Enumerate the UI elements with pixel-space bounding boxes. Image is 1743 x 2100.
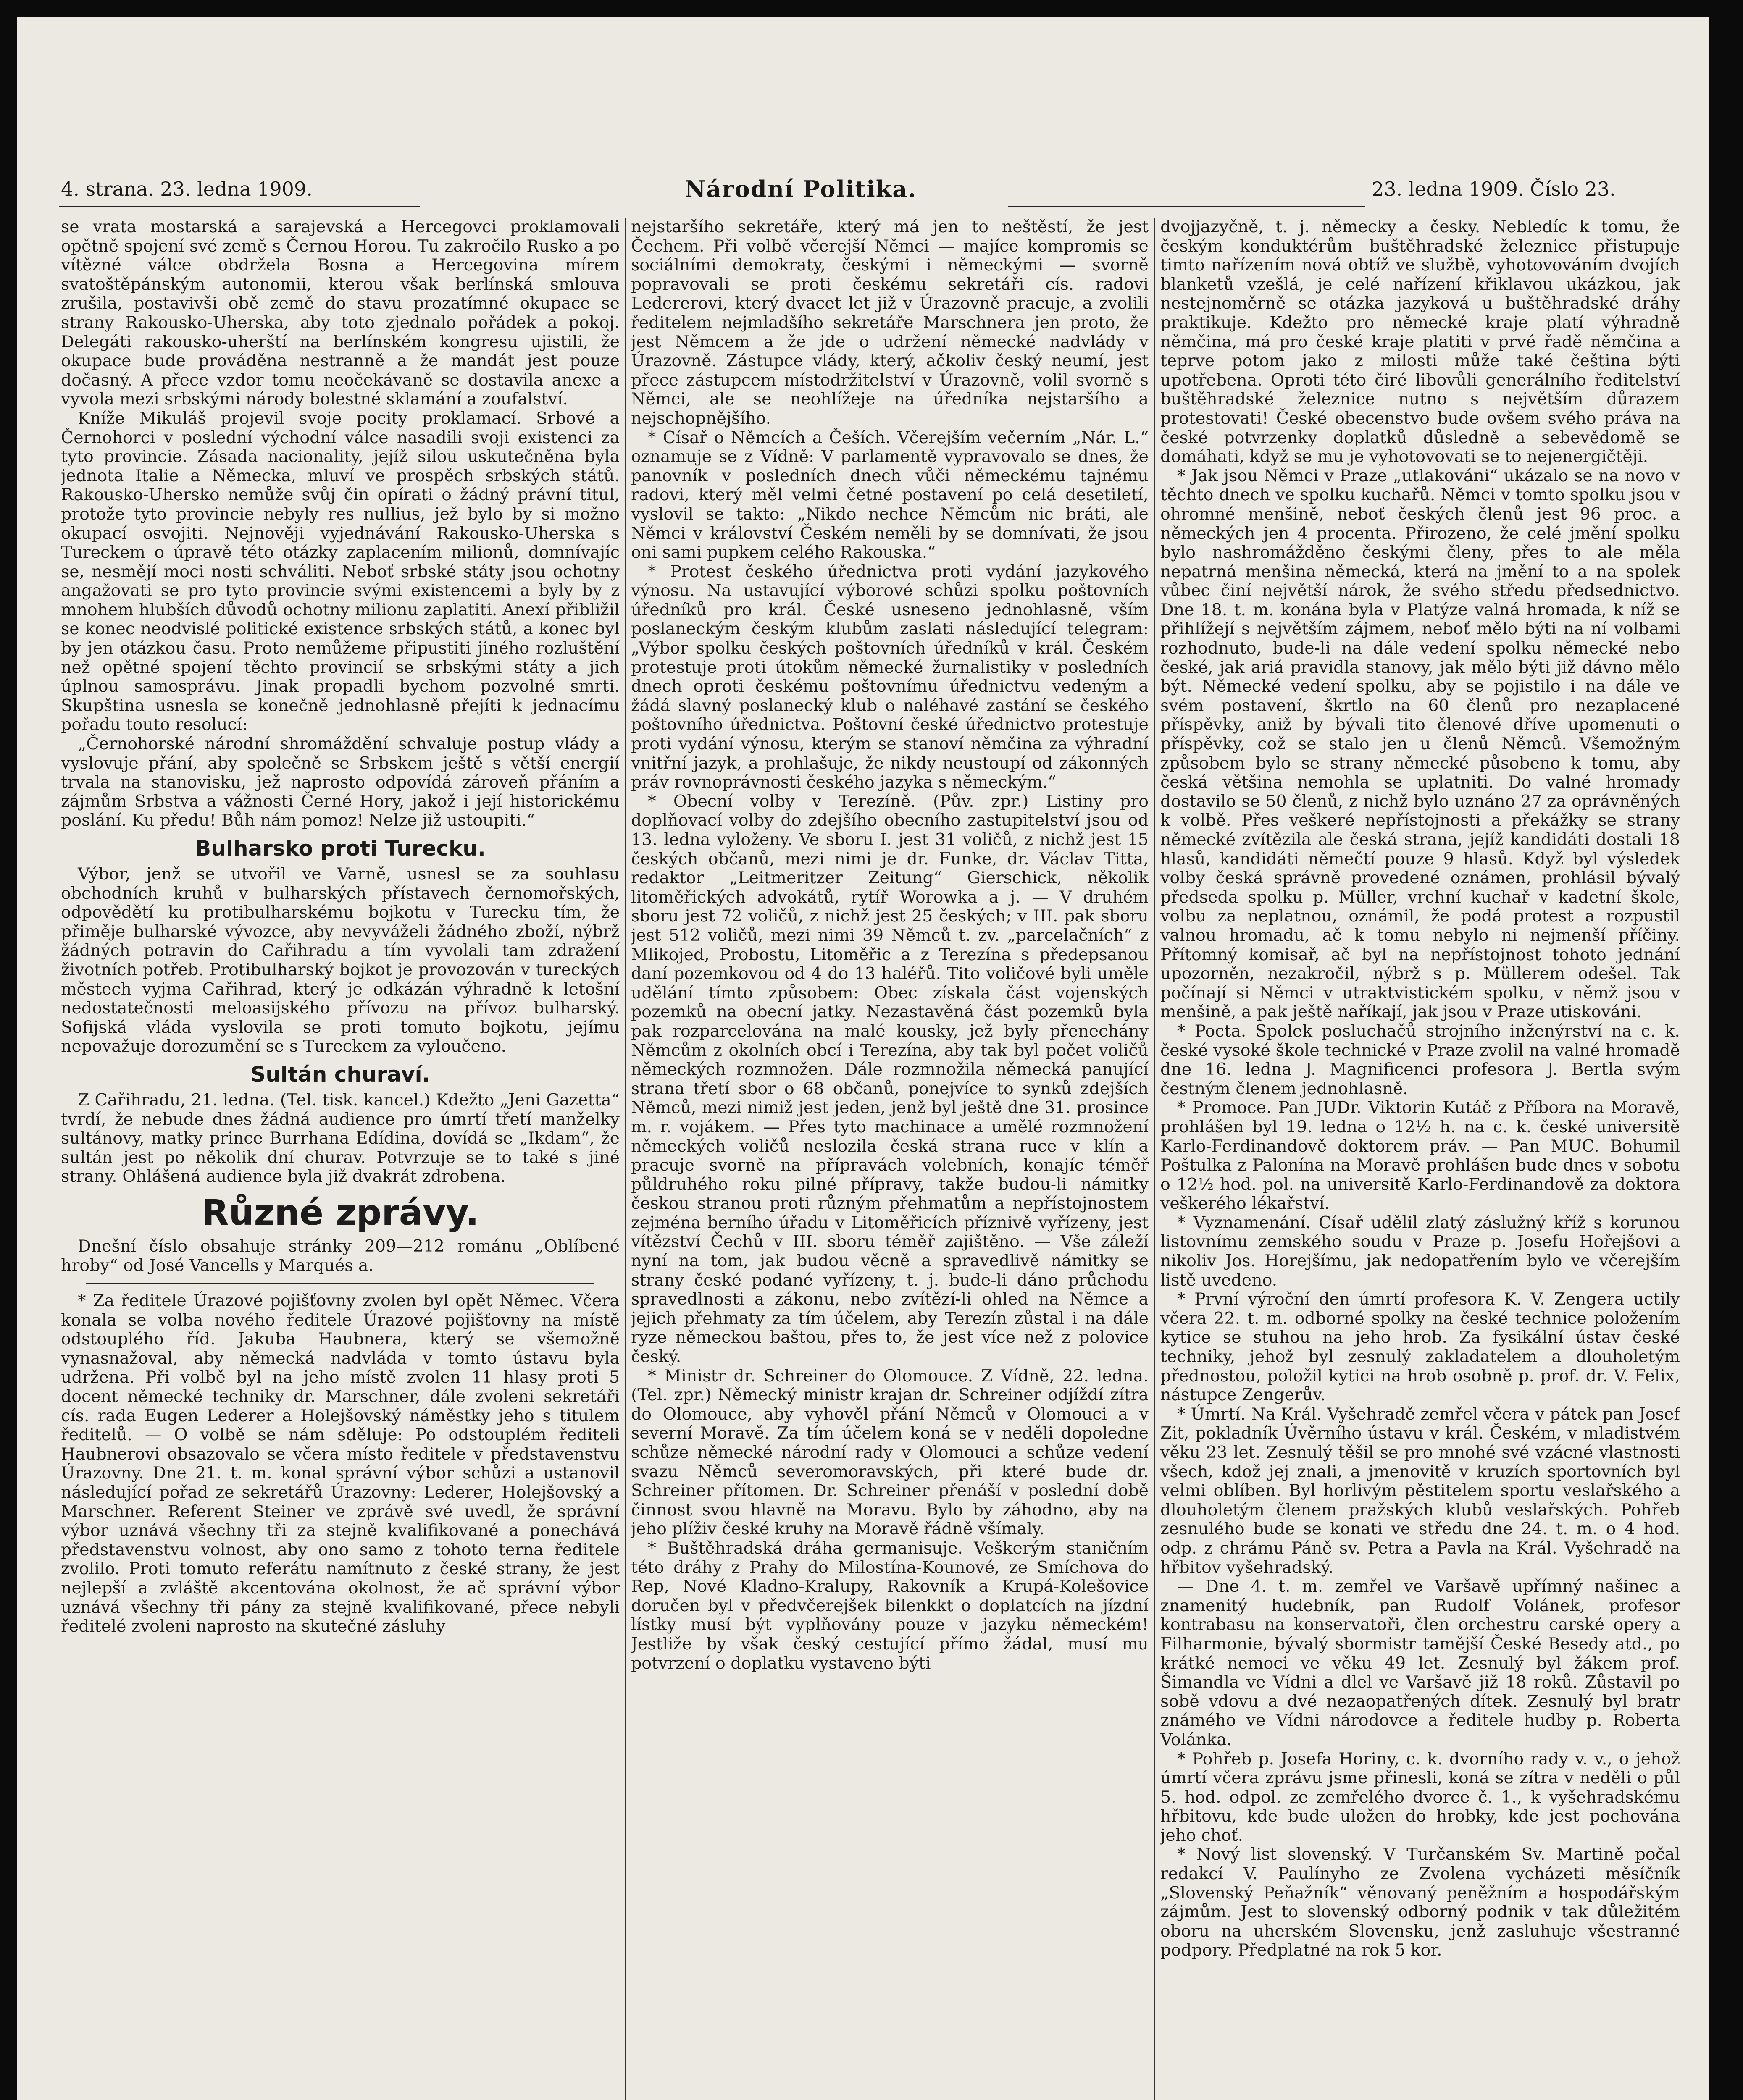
- paragraph: Dnešní číslo obsahuje stránky 209—212 románu „Oblíbené hroby“ od José Vancells y Marqués a.: [61, 1236, 620, 1275]
- paragraph: * První výroční den úmrtí profesora K. V. Zengera uctily včera 22. t. m. odborné spolky na české technice položením kytice se stuhou na jeho hrob. Za fysikální ústav české techniky, jehož byl zesnulý zakladatelem a dlouholetým přednostou, položil kytici na hrob osobně p. prof. dr. V. Felix, nástupce Zengerův.: [1160, 1289, 1680, 1405]
- paragraph: * Císař o Němcích a Češích. Včerejším večerním „Nár. L.“ oznamuje se z Vídně: V parlamentě vypravovalo se dnes, že panovník v posledních dnech vůči německému tajnému radovi, který měl velmi četné postavení po celá desetiletí, vyslovil se takto: „Nikdo nechce Němcům nic bráti, ale Němci v království Českém neměli by se domnívati, že jsou oni sami pupkem celého Rakouska.“: [631, 428, 1149, 562]
- column-1: [61, 218, 620, 2100]
- paragraph: * Protest českého úřednictva proti vydání jazykového výnosu. Na ustavující výborové schůzi spolku poštovních úředníků pro král. České usneseno jednohlasně, vším poslaneckým českým klubům zaslati následující telegram: „Výbor spolku českých poštovních úředníků v král. Českém protestuje proti útokům německé žurnalistiky v posledních dnech oproti českému poštovnímu úřednictvu vedeným a žádá slavný poslanecký klub o naléhavé zastání se českého poštovního úřednictva. Poštovní české úřednictvo protestuje proti vydání výnosu, kterým se stanoví němčina za výhradní vnitřní jazyk, a prohlašuje, že nikdy neustoupí od zákonných práv rovnoprávnosti českého jazyka s německým.“: [631, 562, 1149, 792]
- paragraph: * Vyznamenání. Císař udělil zlatý záslužný kříž s korunou listovnímu zemského soudu v Praze p. Josefu Hořejšovi a nikoliv Jos. Horejšímu, jak nedopatřením bylo ve včerejším listě uvedeno.: [1160, 1213, 1680, 1290]
- paragraph: nejstaršího sekretáře, který má jen to neštěstí, že jest Čechem. Při volbě včerejší Němci — majíce kompromis se sociálními demokraty, českými i německými — svorně popravovali se proti českému sekretáři cís. radovi Ledererovi, který dvacet let již v Úrazovně pracuje, a zvolili ředitelem nejmladšího sekretáře Marschnera jen proto, že jest Němcem a že jde o udržení německé nadvlády v Úrazovně. Zástupce vlády, který, ačkoliv český neumí, jest přece zástupcem místodržitelství v Úrazovně, volil svorně s Němci, ale se neohlížeje na úředníka nejstaršího a nejschopnějšího.: [631, 218, 1149, 428]
- issue-date-number: 23. ledna 1909. Číslo 23.: [1372, 178, 1616, 200]
- paragraph: * Úmrtí. Na Král. Vyšehradě zemřel včera v pátek pan Josef Zit, pokladník Úvěrního ústavu v král. Českém, v mladistvém věku 23 let. Zesnulý těšil se pro mnohé své vzácné vlastnosti všech, kdož jej znali, a jmenovitě v kruzích sportovních byl velmi oblíben. Byl horlivým pěstitelem sportu veslařského a dlouholetým členem pražských klubů veslařských. Pohřeb zesnulého bude se konati ve středu dne 24. t. m. o 4 hod. odp. z chrámu Páně sv. Petra a Pavla na Král. Vyšehradě na hřbitov vyšehradský.: [1160, 1404, 1680, 1577]
- separator: [86, 1283, 594, 1284]
- paragraph: * Za ředitele Úrazové pojišťovny zvolen byl opět Němec. Včera konala se volba nového ředitele Úrazové pojišťovny na místě odstouplého říd. Jakuba Haubnera, který se všemožně vynasnažoval, aby německá nadvláda v tomto ústavu byla udržena. Při volbě byl na jeho místě zvolen 11 hlasy proti 5 docent německé techniky dr. Marschner, dále zvoleni sekretáři cís. rada Eugen Lederer a Holejšovský náměstky jeho s titulem ředitelů. — O volbě se nám sděluje: Po odstouplém řediteli Haubnerovi obsazovalo se včera místo ředitele v představenstvu Úrazovny. Dne 21. t. m. konal správní výbor schůzi a ustanovil následující pořad ze sekretářů Úrazovny: Lederer, Holejšovský a Marschner. Referent Steiner ve zprávě své uvedl, že správní výbor uznává všechny tři za stejně kvalifikované a ponechává představenstvu volnost, aby ono samo z tohoto terna ředitele zvolilo. Proti tomuto referátu namítnuto z české strany, že jest nejlepší a zvláště akcentována okolnost, že ač správní výbor uznává všechny tři pány za stejně kvalifikované, přece nebyli ředitelé zvoleni naprosto na skutečné zásluhy: [61, 1291, 620, 1636]
- paragraph: — Dne 4. t. m. zemřel ve Varšavě upřímný našinec a znamenitý hudebník, pan Rudolf Volánek, profesor kontrabasu na konservatoři, člen orchestru carské opery a Filharmonie, bývalý sbormistr tamější České Besedy atd., po krátké nemoci ve věku 49 let. Zesnulý byl žákem prof. Šimandla ve Vídni a dlel ve Varšavě již 18 roků. Zůstavil po sobě vdovu a dvé nezaopatřených dítek. Zesnulý byl bratr známého ve Vídni národovce a ředitele hudby p. Roberta Volánka.: [1160, 1577, 1680, 1749]
- paragraph: * Nový list slovenský. V Turčanském Sv. Martině počal redakcí V. Paulínyho ze Zvolena vycházeti měsíčník „Slovenský Peňažník“ věnovaný peněžním a hospodářským zájmům. Jest to slovenský odborný podnik v tak důležitém oboru na uherském Slovensku, jenž zasluhuje všestranné podpory. Předplatné na rok 5 kor.: [1160, 1845, 1680, 1960]
- paragraph: „Černohorské národní shromáždění schvaluje postup vlády a vyslovuje přání, aby společně se Srbskem ještě s větší energií trvala na stanovisku, jež naprosto odpovídá zároveň přáním a zájmům Srbstva a vážnosti Černé Hory, jakož i její historickému poslání. Ku předu! Bůh nám pomoz! Nelze již ustoupiti.“: [61, 734, 620, 830]
- scan-border: [1709, 17, 1726, 2100]
- column-divider-2: [1154, 218, 1155, 2100]
- header-rule-left: [59, 206, 420, 207]
- paragraph: * Jak jsou Němci v Praze „utlakováni“ ukázalo se na novo v těchto dnech ve spolku kuchařů. Němci v tomto spolku jsou v ohromné menšině, neboť českých členů jest 96 proc. a německých jen 4 procenta. Přirozeno, že celé jmění spolku bylo nashromážděno českými členy, přes to ale měla nepatrná menšina německá, která na jmění to a na spolek vůbec činí největší nárok, že svého středu předsednictvo. Dne 18. t. m. konána byla v Platýze valná hromada, k níž se přihlížejí s největším zájmem, neboť mělo býti na ní volbami rozhodnuto, bude-li na dále vedení spolku německé nebo české, jak ariá pravidla stanovy, jak mělo býti již dávno mělo být. Německé vedení spolku, aby se pojistilo i na dále ve svém postavení, škrtlo na 60 členů pro nezaplacené příspěvky, aniž by bývali tito členové dříve upomenuti o příspěvky, což se stalo jen u členů Němců. Všemožným způsobem bylo se strany německé působeno k tomu, aby česká většina nemohla se uplatniti. Do valné hromady dostavilo se 50 členů, z nichž bylo uznáno 27 za oprávněných k volbě. Přes veškeré nepřístojnosti a překážky se strany německé zvítězila ale česká strana, jejíž kandidáti dostali 18 hlasů, kandidáti němečtí pouze 9 hlasů. Když byl výsledek volby česká správně provedené oznámen, prohlásil bývalý předseda spolku p. Müller, vrchní kuchař v kadetní škole, volbu za neplatnou, oznámil, že podá protest a rozpustil valnou hromadu, ač k tomu nebylo ni nejmenší příčiny. Přítomný komisař, ač byl na nepřístojnost tohoto jednání upozorněn, nezakročil, nýbrž s p. Müllerem odešel. Tak počínají si Němci v utraktvistickém spolku, v němž jsou v menšině, a pak ještě naříkají, jak jsou v Praze utiskováni.: [1160, 466, 1680, 1022]
- header-rule-right: [1008, 206, 1365, 207]
- column-divider-1: [625, 218, 626, 2100]
- paragraph: Výbor, jenž se utvořil ve Varně, usnesl se za souhlasu obchodních kruhů v bulharských přístavech černomořských, odpovědětí ku protibulharskému bojkotu v Turecku tím, že přiměje bulharské vývozce, aby nevyváželi žádného zboží, nýbrž žádných potravin do Cařihradu a tím vyvolali tam zdražení životních potřeb. Protibulharský bojkot je provozován v tureckých městech vyjma Cařihrad, který je odkázán výhradně k letošní nedostatečnosti meloasijského přívozu na přívoz bulharský. Sofijská vláda vyslovila se proti tomuto bojkotu, jejímu nepovažuje dorozumění se s Tureckem za vyloučeno.: [61, 864, 620, 1056]
- newspaper-page: [17, 17, 1726, 2100]
- paragraph: * Buštěhradská dráha germanisuje. Veškerým staničním této dráhy z Prahy do Milostína-Kounové, ze Smíchova do Rep, Nové Kladno-Kralupy, Rakovník a Krupá-Kolešovice doručen byl v předvčerejšek bilenkkt o doplatcích na jízdní lístky musí být vyplňovány pouze v jazyku německém! Jestliže by však český cestující přímo žádal, musí mu potvrzení o doplatku vystaveno býti: [631, 1538, 1149, 1673]
- masthead-title: Národní Politika.: [685, 176, 917, 202]
- paragraph: * Promoce. Pan JUDr. Viktorin Kutáč z Příbora na Moravě, prohlášen byl 19. ledna o 12½ h. na c. k. české universitě Karlo-Ferdinandově doktorem práv. — Pan MUC. Bohumil Poštulka z Palonína na Moravě prohlášen bude dnes v sobotu o 12½ hod. pol. na universitě Karlo-Ferdinandově za doktora veškerého lékařství.: [1160, 1098, 1680, 1213]
- section-heading: Sultán churaví.: [250, 1062, 430, 1087]
- paragraph: * Pocta. Spolek posluchačů strojního inženýrství na c. k. české vysoké škole technické v Praze zvolil na valné hromadě dne 16. ledna J. Magnificenci profesora J. Bertla svým čestným členem jednohlasně.: [1160, 1021, 1680, 1098]
- paragraph: * Pohřeb p. Josefa Horiny, c. k. dvorního rady v. v., o jehož úmrtí včera zprávu jsme přinesli, koná se zítra v neděli o půl 5. hod. odpol. ze zemřelého dvorce č. 1., k vyšehradskému hřbitovu, kde bude uložen do hrobky, kde jest pochována jeho choť.: [1160, 1749, 1680, 1845]
- page-header: [17, 176, 1726, 214]
- rubric-heading: Různé zprávy.: [201, 1192, 479, 1233]
- column-2: [631, 218, 1149, 2100]
- paragraph: * Obecní volby v Terezíně. (Pův. zpr.) Listiny pro doplňovací volby do zdejšího obecního zastupitelství jsou od 13. ledna vyloženy. Ve sboru I. jest 31 voličů, z nichž jest 15 českých občanů, mezi nimi je dr. Funke, dr. Václav Titta, redaktor „Leitmeritzer Zeitung“ Gierschick, několik litoměřických advokátů, rytíř Worowka a j. — V druhém sboru jest 72 voličů, z nichž jest 25 českých; v III. pak sboru jest 512 voličů, mezi nimi 39 Němců t. zv. „parcelačních“ z Mlikojed, Probostu, Litoměřic a z Terezína s předepsanou daní pozemkovou od 4 do 13 haléřů. Tito voličové byli uměle udělání tímto způsobem: Obec získala část vojenských pozemků na obecní jatky. Nezastavěná část pozemků byla pak rozparcelována na malé kousky, jež byly přenechány Němcům z okolních obcí i Terezína, aby tak byl počet voličů německých rozmnožen. Dále rozmnožila německá panující strana třetí sbor o 68 občanů, ponejvíce to synků zdejších Němců, mezi nimiž jest jeden, jenž byl ještě dne 31. prosince m. r. vojákem. — Přes tyto machinace a umělé rozmnožení německých voličů neslozila česká strana ruce v klín a pracuje svorně na přípravách volebních, konajíc téměř půldruhého roku pilné přípravy, takže budou-li námitky českou stranou proti různým přehmatům a nepřístojnostem zejména berního úřadu v Litoměřicích příznivě vyřízeny, jest vítězství Čechů v III. sboru téměř zajištěno. — Vše záleží nyní na tom, jak budou věcně a spravedlivě námitky se strany české podané vyřízeny, t. j. bude-li dáno průchodu spravedlnosti a zákonu, nebo zvítězí-li ohled na Němce a jejich přehmaty za tím účelem, aby Terezín zůstal i na dále ryze německou baštou, přes to, že jest více než z polovice český.: [631, 791, 1149, 1367]
- paragraph: se vrata mostarská a sarajevská a Hercegovci proklamovali opětně spojení své země s Černou Horou. Tu zakročilo Rusko a po vítězné válce obdržela Bosna a Hercegovina mírem svatoštěpánským autonomii, kterou však berlínská smlouva zrušila, postavivši obě země do stavu prozatímné okupace se strany Rakousko-Uherska, aby toto zjednalo pořádek a pokoj. Delegáti rakousko-uherští na berlínském kongresu ujistili, že okupace bude prováděna nestranně a že mandát jest pouze dočasný. A přece vzdor tomu neočekávaně se dostavila anexe a vyvola mezi srbskými národy bolestné sklamání a zoufalství.: [61, 218, 620, 409]
- paragraph: Z Cařihradu, 21. ledna. (Tel. tisk. kancel.) Kdežto „Jeni Gazetta“ tvrdí, že nebude dnes žádná audience pro úmrtí třetí manželky sultánovy, matky prince Burrhana Edídina, dovídá se „Ikdam“, že sultán jest po několik dní churav. Potvrzuje se to také s jiné strany. Ohlášená audience byla již dvakrát zdrobena.: [61, 1090, 620, 1186]
- section-heading: Bulharsko proti Turecku.: [195, 836, 486, 861]
- paragraph: dvojjazyčně, t. j. německy a česky. Nebledíc k tomu, že českým konduktérům buštěhradské železnice přistupuje timto nařízením nová obtíž ve službě, vyhotovováním dvojích blanketů vzešlá, je celé nařízení křiklavou ukázkou, jak nestejnoměrně se otázka jazyková u buštěhradské dráhy praktikuje. Kdežto pro německé kraje platí výhradně němčina, má pro české kraje platiti v prvé řadě němčina a teprve potom jako z milosti může také čeština býti upotřebena. Oproti této čiré libovůli generálního ředitelství buštěhradské železnice nutno s největším důrazem protestovati! České obecenstvo bude ovšem svého práva na české potvrzenky doplatků důsledně a sebevědomě se domáhati, když se mu je vyhotovovati se to nejenergičtěji.: [1160, 218, 1680, 467]
- paragraph: * Ministr dr. Schreiner do Olomouce. Z Vídně, 22. ledna. (Tel. zpr.) Německý ministr krajan dr. Schreiner odjíždí zítra do Olomouce, aby vyhověl přání Němců v Olomouci a v severní Moravě. Za tím účelem koná se v neděli dopoledne schůze německé národní rady v Olomouci a schůze vedení svazu Němců severomoravských, při které bude dr. Schreiner přítomen. Dr. Schreiner přenáší v poslední době činnost svou hlavně na Moravu. Bylo by záhodno, aby na jeho plíživ české kruhy na Moravě řádně všímaly.: [631, 1366, 1149, 1539]
- page-number-date: 4. strana. 23. ledna 1909.: [61, 178, 313, 200]
- paragraph: Kníže Mikuláš projevil svoje pocity proklamací. Srbové a Černohorci v poslední východní válce nasadili svoji existenci za tyto provincie. Zásada nacionality, jejíž silou uskutečněna byla jednota Italie a Německa, mluví ve prospěch srbských států. Rakousko-Uhersko nemůže svůj čin opírati o žádný právní titul, protože tyto provincie nebyly res nullius, jež bylo by si možno okupací osvojiti. Nejnověji vyjednávání Rakousko-Uherska s Tureckem o úpravě této otázky zaplacením milionů, domnívajíc se, nesmějí moci nosti schváliti. Neboť srbské státy jsou ochotny angažovati se pro tyto provincie svými existencemi a byly by z mnohem hlubších důvodů ochotny milionu zaplatiti. Anexí přibližil se konec neodvislé politické existence srbských států, a konec byl by jen otázkou času. Proto nemůžeme připustiti jiného rozluštění než opětné spojení těchto provincií se srbskými státy a jich úplnou samosprávu. Jinak propadli bychom pozvolné smrti. Skupština usnesla se konečně jednohlasně přejíti k jednacímu pořadu touto resolucí:: [61, 408, 620, 735]
- column-3: [1160, 218, 1680, 2100]
